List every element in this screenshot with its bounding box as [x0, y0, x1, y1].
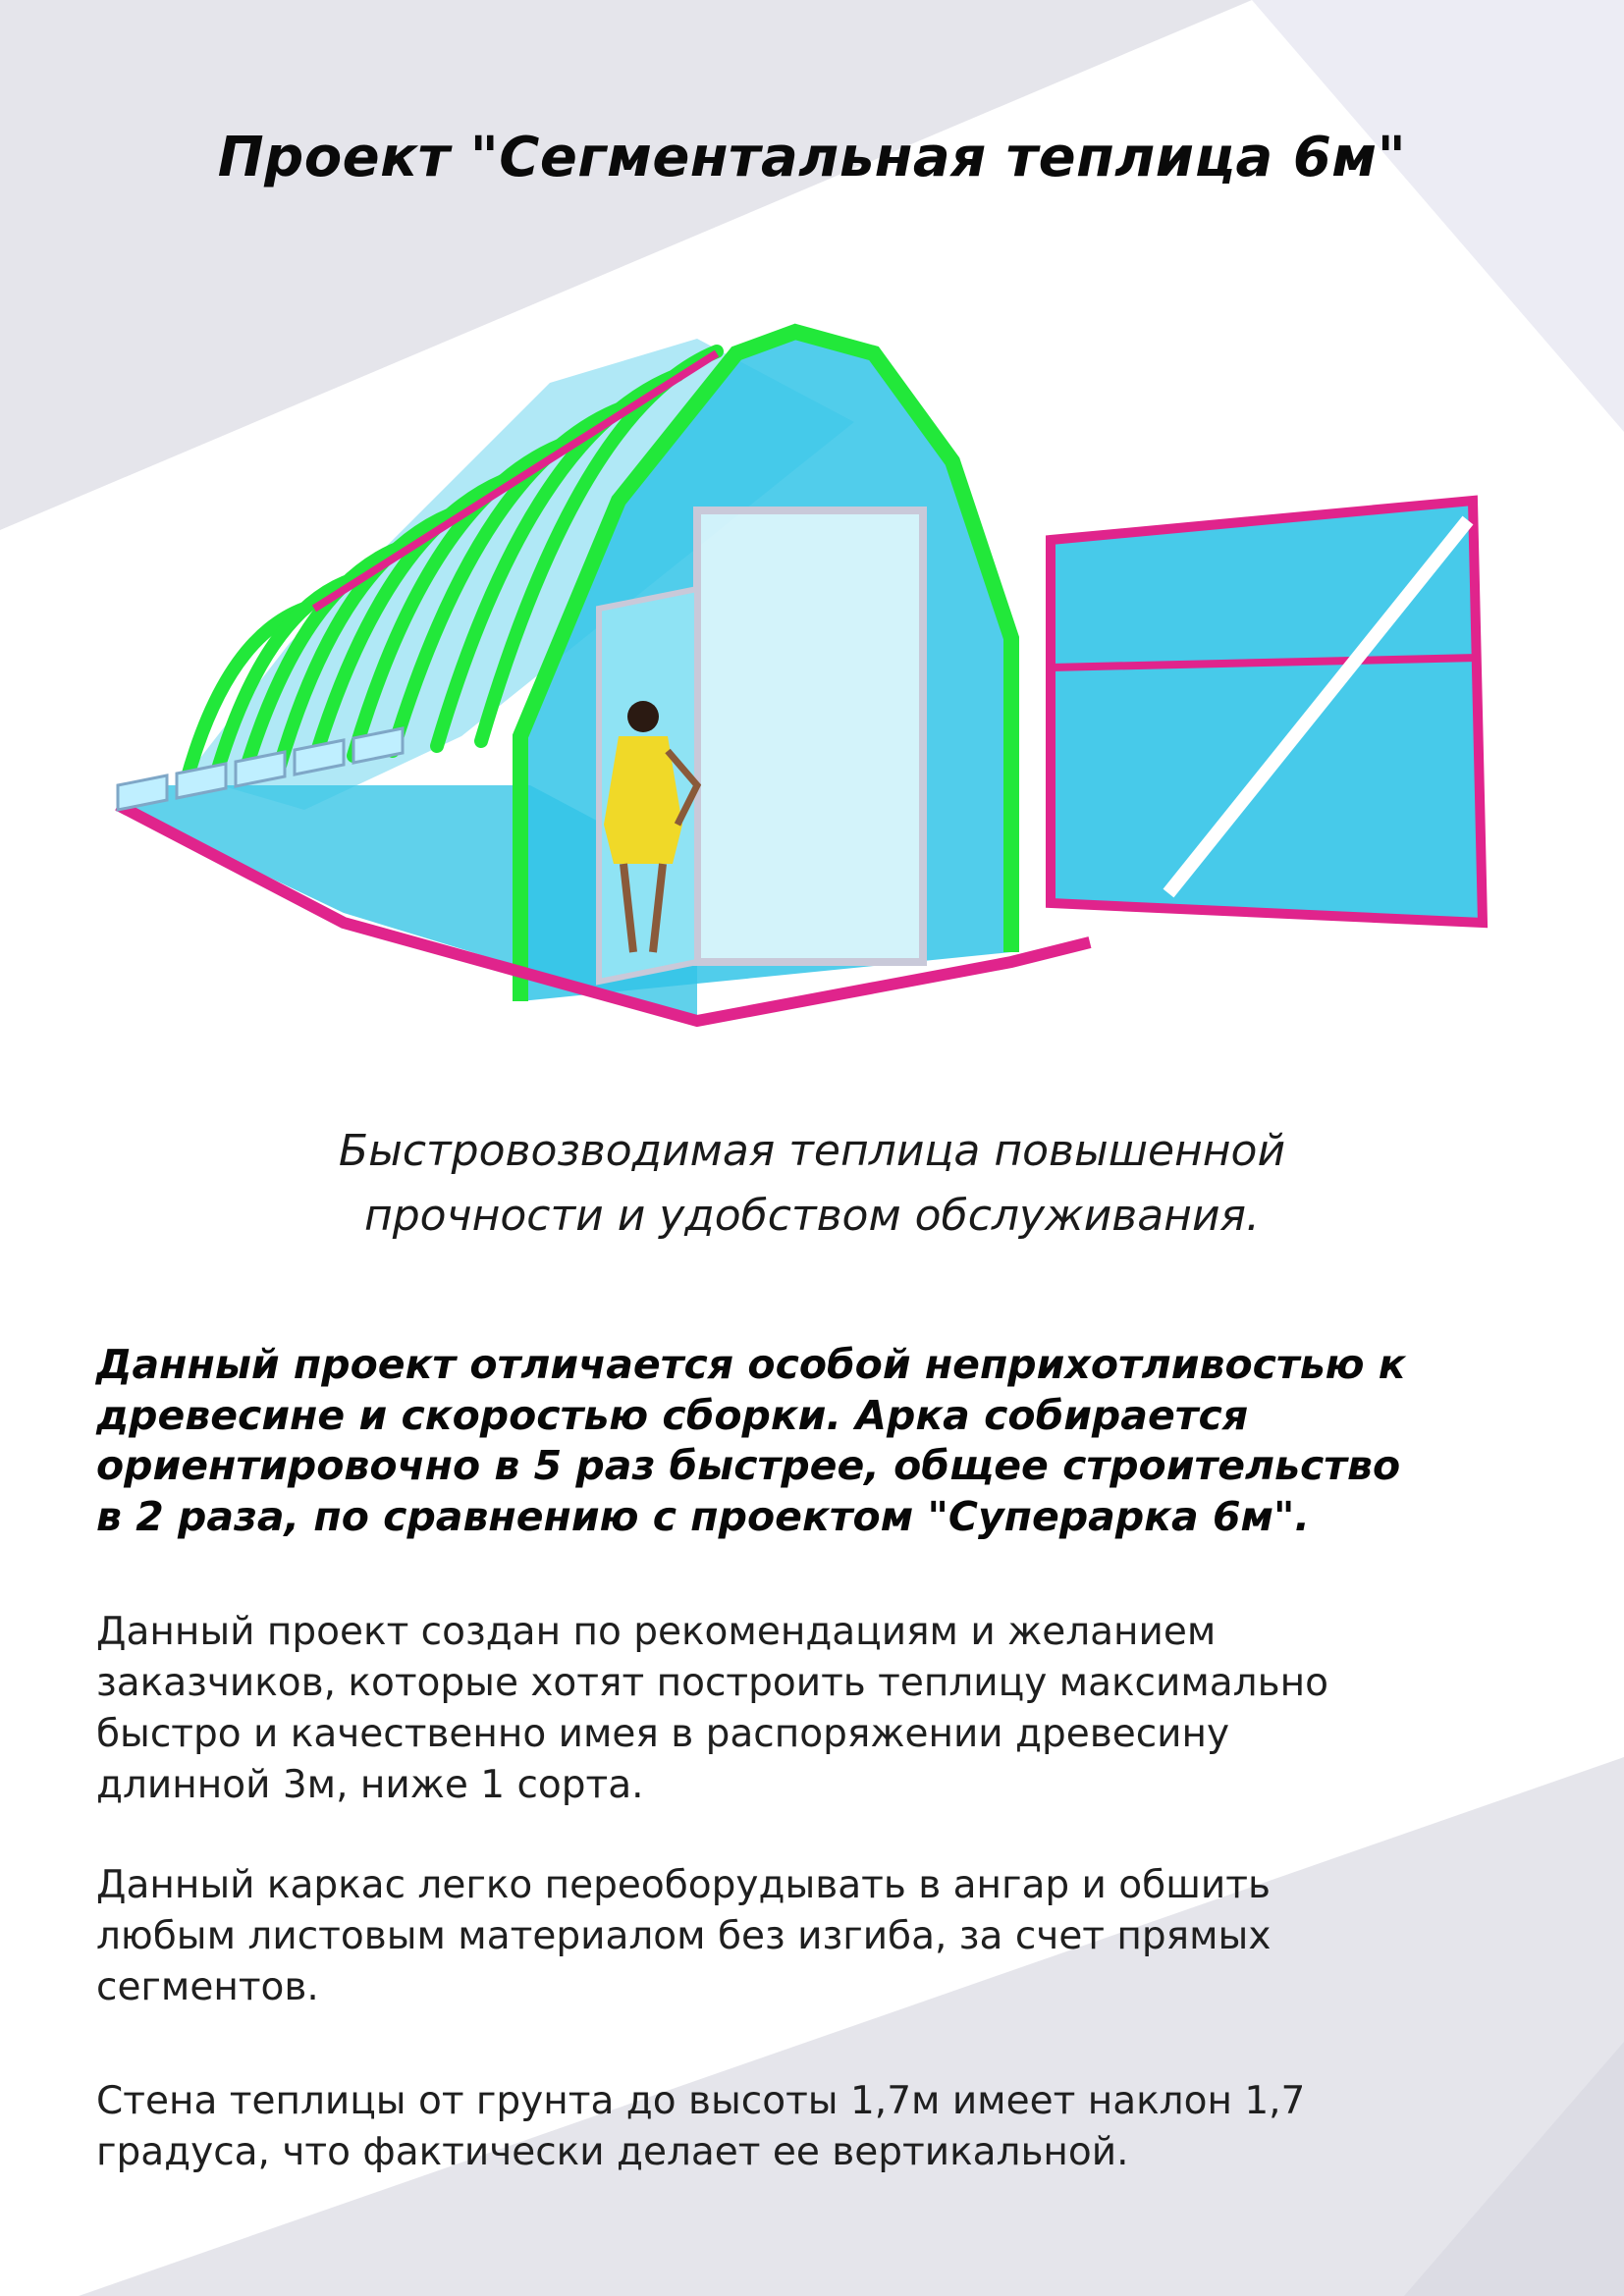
subtitle [0, 1119, 1624, 1249]
paragraph-line: градуса, что фактически делает ее вертикальной. [96, 2129, 1129, 2174]
paragraph-line: Данный каркас легко переоборудывать в ангар и обшить [96, 1863, 1271, 1907]
body-paragraph-3 [96, 2076, 1549, 2178]
lead-line: Данный проект отличается особой неприхотливостью к [96, 1341, 1406, 1388]
paragraph-line: быстро и качественно имея в распоряжении древесину [96, 1711, 1230, 1756]
paragraph-line: любым листовым материалом без изгиба, за счет прямых [96, 1913, 1272, 1958]
paragraph-line: Данный проект создан по рекомендациям и желанием [96, 1610, 1217, 1654]
lead-line: ориентировочно в 5 раз быстрее, общее строительство [96, 1442, 1401, 1490]
subtitle-line: Быстровозводимая теплица повышенной [338, 1126, 1286, 1176]
lead-line: древесине и скоростью сборки. Арка собирается [96, 1391, 1249, 1439]
greenhouse-illustration [108, 314, 1522, 1041]
subtitle-line: прочности и удобством обслуживания. [363, 1191, 1260, 1241]
paragraph-line: сегментов. [96, 1964, 319, 2009]
body-paragraph-1 [96, 1607, 1549, 1810]
page-title: Проект "Сегментальная теплица 6м" [217, 126, 1407, 189]
paragraph-line: длинной 3м, ниже 1 сорта. [96, 1762, 644, 1807]
paragraph-line: заказчиков, которые хотят построить теплицу максимально [96, 1660, 1328, 1705]
body-paragraph-2 [96, 1860, 1549, 2013]
paragraph-line: Стена теплицы от грунта до высоты 1,7м имеет наклон 1,7 [96, 2079, 1306, 2123]
lead-paragraph [96, 1340, 1549, 1543]
lead-line: в 2 раза, по сравнению с проектом "Суперарка 6м". [96, 1492, 1310, 1540]
